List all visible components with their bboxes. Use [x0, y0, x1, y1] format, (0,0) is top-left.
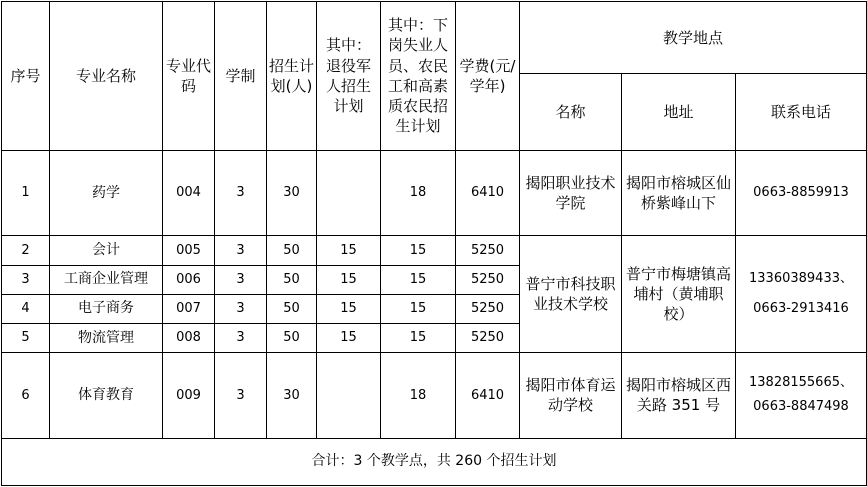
header-enroll-plan: 招生计划(人)	[267, 2, 317, 151]
row-seq: 1	[2, 150, 50, 236]
location-address: 揭阳市榕城区仙桥紫峰山下	[622, 150, 736, 236]
summary-footer: 合计：3 个教学点，共 260 个招生计划	[2, 438, 867, 485]
row-enroll-plan: 50	[267, 323, 317, 352]
enrollment-plan-table	[1, 1, 867, 486]
row-seq: 6	[2, 353, 50, 439]
row-tuition: 5250	[456, 236, 520, 265]
location-phone: 13360389433、0663-2913416	[736, 236, 867, 353]
row-veteran-plan: 15	[317, 236, 381, 265]
header-tuition: 学费(元/学年)	[456, 2, 520, 151]
row-veteran-plan	[317, 353, 381, 439]
row-veteran-plan: 15	[317, 294, 381, 323]
header-laid-off-plan: 其中：下岗失业人员、农民工和高素质农民招生计划	[381, 2, 456, 151]
row-major-name: 会计	[50, 236, 163, 265]
row-major-name: 体育教育	[50, 353, 163, 439]
row-enroll-plan: 30	[267, 150, 317, 236]
row-enroll-plan: 50	[267, 236, 317, 265]
row-seq: 2	[2, 236, 50, 265]
row-tuition: 6410	[456, 353, 520, 439]
row-duration: 3	[215, 294, 267, 323]
row-major-name: 工商企业管理	[50, 265, 163, 294]
row-laid-off-plan: 15	[381, 236, 456, 265]
row-veteran-plan: 15	[317, 323, 381, 352]
table-row	[2, 236, 867, 265]
row-major-name: 电子商务	[50, 294, 163, 323]
row-laid-off-plan: 18	[381, 150, 456, 236]
row-duration: 3	[215, 323, 267, 352]
row-duration: 3	[215, 353, 267, 439]
row-duration: 3	[215, 265, 267, 294]
header-location-phone: 联系电话	[736, 74, 867, 150]
location-name: 揭阳市体育运动学校	[520, 353, 622, 439]
location-address: 揭阳市榕城区西关路 351 号	[622, 353, 736, 439]
header-veteran-plan: 其中：退役军人招生计划	[317, 2, 381, 151]
row-duration: 3	[215, 150, 267, 236]
row-veteran-plan: 15	[317, 265, 381, 294]
table-row	[2, 353, 867, 439]
row-seq: 4	[2, 294, 50, 323]
header-seq: 序号	[2, 2, 50, 151]
location-name: 揭阳职业技术学院	[520, 150, 622, 236]
header-location-name: 名称	[520, 74, 622, 150]
row-enroll-plan: 50	[267, 265, 317, 294]
row-duration: 3	[215, 236, 267, 265]
row-major-code: 007	[163, 294, 215, 323]
row-enroll-plan: 50	[267, 294, 317, 323]
row-tuition: 5250	[456, 323, 520, 352]
row-major-code: 008	[163, 323, 215, 352]
header-duration: 学制	[215, 2, 267, 151]
row-laid-off-plan: 15	[381, 323, 456, 352]
row-major-name: 物流管理	[50, 323, 163, 352]
row-major-code: 009	[163, 353, 215, 439]
location-address: 普宁市梅塘镇高埔村（黄埔职校）	[622, 236, 736, 353]
row-major-code: 004	[163, 150, 215, 236]
row-laid-off-plan: 15	[381, 265, 456, 294]
location-phone: 13828155665、0663-8847498	[736, 353, 867, 439]
row-tuition: 5250	[456, 265, 520, 294]
table-row	[2, 150, 867, 236]
row-laid-off-plan: 18	[381, 353, 456, 439]
row-major-code: 006	[163, 265, 215, 294]
row-seq: 3	[2, 265, 50, 294]
row-major-code: 005	[163, 236, 215, 265]
row-tuition: 6410	[456, 150, 520, 236]
row-major-name: 药学	[50, 150, 163, 236]
row-tuition: 5250	[456, 294, 520, 323]
row-seq: 5	[2, 323, 50, 352]
header-location-group: 教学地点	[520, 2, 867, 74]
header-location-address: 地址	[622, 74, 736, 150]
row-laid-off-plan: 15	[381, 294, 456, 323]
location-name: 普宁市科技职业技术学校	[520, 236, 622, 353]
row-veteran-plan	[317, 150, 381, 236]
row-enroll-plan: 30	[267, 353, 317, 439]
location-phone: 0663-8859913	[736, 150, 867, 236]
header-major-code: 专业代码	[163, 2, 215, 151]
header-major-name: 专业名称	[50, 2, 163, 151]
